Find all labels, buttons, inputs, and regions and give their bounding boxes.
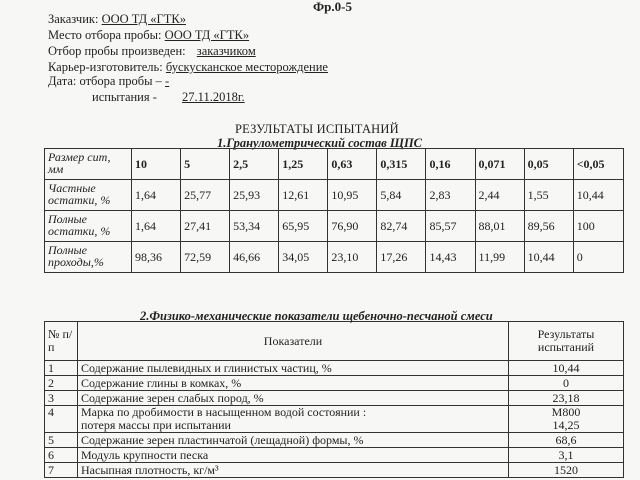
table-row <box>45 361 624 376</box>
date-sample-value: - <box>165 74 170 88</box>
cell: 53,34 <box>230 211 279 242</box>
cell: 10,95 <box>328 180 377 211</box>
cell: 72,59 <box>181 242 230 273</box>
row-num: 5 <box>45 433 78 448</box>
cell: 85,57 <box>426 211 475 242</box>
table-row <box>45 180 624 211</box>
cell: 12,61 <box>279 180 328 211</box>
col-result-header: Результаты испытаний <box>509 322 624 361</box>
result: 68,6 <box>509 433 624 448</box>
table-row <box>45 448 624 463</box>
cell: 23,10 <box>328 242 377 273</box>
col-num-header: № п/п <box>45 322 78 361</box>
row-num: 2 <box>45 376 78 391</box>
cell: 17,26 <box>377 242 426 273</box>
table-row <box>45 433 624 448</box>
cell: 98,36 <box>132 242 181 273</box>
cell: 46,66 <box>230 242 279 273</box>
cell: 10,44 <box>573 180 623 211</box>
cell: 76,90 <box>328 211 377 242</box>
cell: 88,01 <box>475 211 524 242</box>
cell: 34,05 <box>279 242 328 273</box>
indicator: Содержание пылевидных и глинистых частиц, % <box>78 361 509 376</box>
indicator: Содержание глины в комках, % <box>78 376 509 391</box>
granulometry-title: 1.Гранулометрический состав ЩПС <box>217 136 422 150</box>
sieve-size: 2,5 <box>230 149 279 180</box>
cell: 10,44 <box>524 242 573 273</box>
cell: 0 <box>573 242 623 273</box>
cell: 11,99 <box>475 242 524 273</box>
quarry-line <box>48 60 328 75</box>
table-row <box>45 149 624 180</box>
table-row <box>45 322 624 361</box>
table-row <box>45 242 624 273</box>
sieve-size: 0,315 <box>377 149 426 180</box>
sieve-label: Размер сит, мм <box>45 149 132 180</box>
quarry-value: бускусканское месторождение <box>165 60 328 74</box>
table-row <box>45 406 624 433</box>
cell: 2,44 <box>475 180 524 211</box>
row-label: Полные проходы,% <box>45 242 132 273</box>
form-code: Фр.0-5 <box>313 0 352 14</box>
sieve-size: 0,071 <box>475 149 524 180</box>
row-num: 7 <box>45 463 78 478</box>
test-date-value: 27.11.2018г. <box>182 90 245 104</box>
result <box>509 406 624 433</box>
sampled-by-line <box>48 44 260 59</box>
indicator: Насыпная плотность, кг/м³ <box>78 463 509 478</box>
row-num: 3 <box>45 391 78 406</box>
sampling-place-line <box>48 28 249 43</box>
indicator: Содержание зерен пластинчатой (лещадной) формы, % <box>78 433 509 448</box>
granulometry-table <box>44 148 624 273</box>
sampling-place-label: Место отбора пробы: <box>48 28 162 42</box>
result: 0 <box>509 376 624 391</box>
cell: 65,95 <box>279 211 328 242</box>
cell: 27,41 <box>181 211 230 242</box>
date-label: Дата: отбора пробы – <box>48 74 162 88</box>
cell: 1,64 <box>132 211 181 242</box>
row-num: 1 <box>45 361 78 376</box>
date-line <box>48 74 169 89</box>
cell: 1,64 <box>132 180 181 211</box>
row-label: Частные остатки, % <box>45 180 132 211</box>
quarry-label: Карьер-изготовитель: <box>48 60 163 74</box>
result: 3,1 <box>509 448 624 463</box>
sieve-size: <0,05 <box>573 149 623 180</box>
sieve-size: 0,16 <box>426 149 475 180</box>
sampling-place-value: ООО ТД «ГТК» <box>164 28 250 42</box>
sampled-by-label: Отбор пробы произведен: <box>48 44 186 58</box>
table-row <box>45 211 624 242</box>
cell: 2,83 <box>426 180 475 211</box>
customer-value: ООО ТД «ГТК» <box>101 12 186 26</box>
table-row <box>45 376 624 391</box>
indicator-line: потеря массы при испытании <box>81 418 231 432</box>
indicator <box>78 406 509 433</box>
indicator: Содержание зерен слабых пород, % <box>78 391 509 406</box>
cell: 25,77 <box>181 180 230 211</box>
physmech-title: 2.Физико-механические показатели щебеночно-песчаной смеси <box>140 309 493 323</box>
results-title: РЕЗУЛЬТАТЫ ИСПЫТАНИЙ <box>235 122 399 136</box>
sieve-size: 5 <box>181 149 230 180</box>
col-indicator-header: Показатели <box>78 322 509 361</box>
table-row <box>45 463 624 478</box>
result-line: 14,25 <box>552 418 580 432</box>
sieve-size: 0,05 <box>524 149 573 180</box>
row-num: 6 <box>45 448 78 463</box>
result-line: М800 <box>551 405 581 419</box>
result: 23,18 <box>509 391 624 406</box>
sieve-size: 1,25 <box>279 149 328 180</box>
cell: 5,84 <box>377 180 426 211</box>
indicator-line: Марка по дробимости в насыщенном водой состоянии : <box>81 405 367 419</box>
table-row <box>45 391 624 406</box>
sampled-by-value: заказчиком <box>196 44 256 58</box>
test-date-line <box>92 90 245 105</box>
customer-label: Заказчик: <box>48 12 99 26</box>
sieve-size: 10 <box>132 149 181 180</box>
row-label: Полные остатки, % <box>45 211 132 242</box>
row-num: 4 <box>45 406 78 433</box>
cell: 1,55 <box>524 180 573 211</box>
result: 1520 <box>509 463 624 478</box>
sieve-size: 0,63 <box>328 149 377 180</box>
result: 10,44 <box>509 361 624 376</box>
cell: 25,93 <box>230 180 279 211</box>
test-date-label: испытания - <box>92 90 157 104</box>
cell: 82,74 <box>377 211 426 242</box>
cell: 89,56 <box>524 211 573 242</box>
cell: 14,43 <box>426 242 475 273</box>
customer-line <box>48 12 186 27</box>
physmech-table <box>44 321 624 478</box>
cell: 100 <box>573 211 623 242</box>
indicator: Модуль крупности песка <box>78 448 509 463</box>
